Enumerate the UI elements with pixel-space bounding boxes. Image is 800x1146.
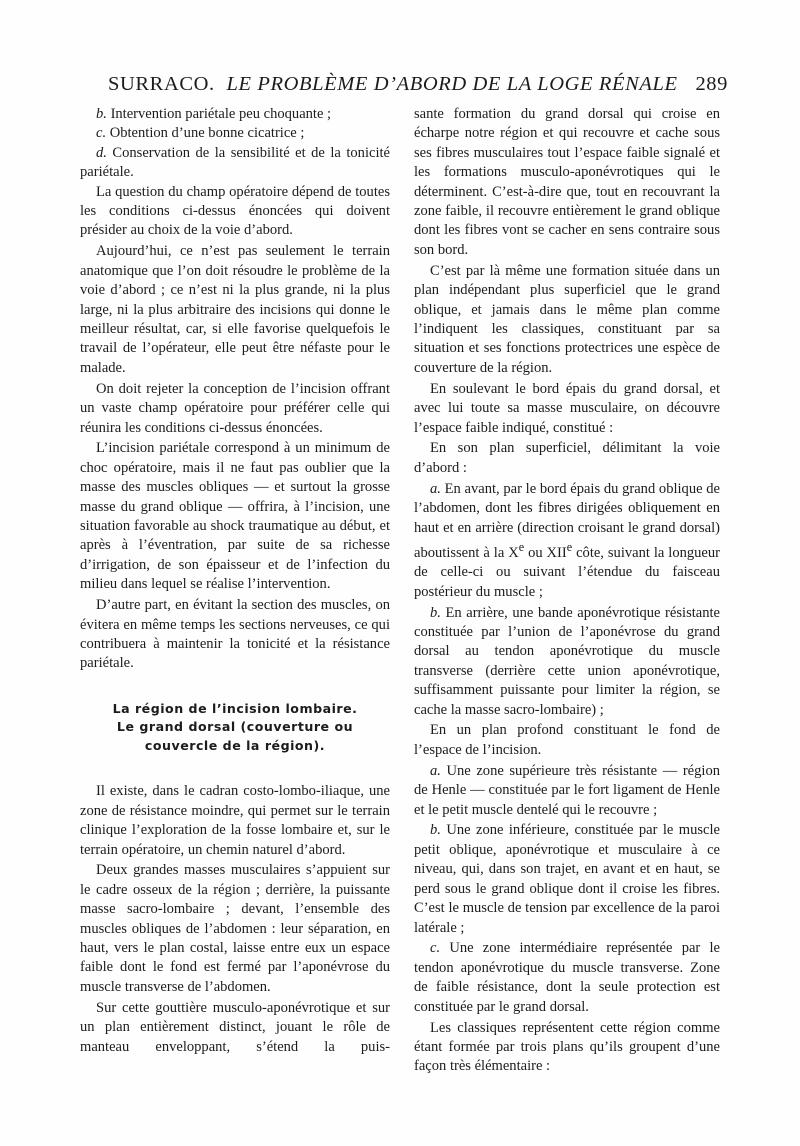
section-heading-line: Le grand dorsal (couverture ou couvercle de la région).	[116, 719, 354, 753]
paragraph-text: ou XII	[524, 544, 567, 561]
section-heading	[80, 700, 390, 756]
item-letter: b.	[430, 604, 441, 621]
paragraph: L’incision pariétale correspond à un minimum de choc opératoire, mais il ne faut pas oublier que la masse des muscles obliques — et surtout la grosse masse du grand oblique — offrira, à l’incision, une situation favorable au shock traumatique au début, et après à l’éventration, par suite de sa richesse d’irrigation, de son épaisseur et de l’infection du milieu dans lequel se réalise l’intervention.	[80, 440, 390, 593]
item-letter: a.	[430, 480, 441, 497]
paragraph: Les classiques représentent cette région comme étant formée par trois plans qu’ils groupent d’une façon très élémentaire :	[414, 1019, 720, 1075]
paragraph	[414, 762, 720, 820]
running-header	[108, 73, 728, 103]
paragraph	[80, 144, 390, 183]
paragraph: C’est par là même une formation située dans un plan indépendant plus superficiel que le grand oblique, et jamais dans le même plan comme l’indiquent les classiques, constituant par sa situation et ses fonctions protectrices une espèce de couverture de la région.	[414, 262, 720, 376]
header-author: SURRACO.	[108, 73, 215, 95]
paragraph: Il existe, dans le cadran costo-lombo-iliaque, une zone de résistance moindre, qui permet sur le terrain clinique l’exploration de la fosse lombaire et, sur le terrain opératoire, un chemin naturel d’abord.	[80, 783, 390, 858]
paragraph: En un plan profond constituant le fond de l’espace de l’incision.	[414, 722, 720, 758]
paragraph	[80, 124, 390, 143]
paragraph	[414, 604, 720, 720]
paragraph: La question du champ opératoire dépend de toutes les conditions ci-dessus énoncées qui doivent présider au choix de la voie d’abord.	[80, 183, 390, 239]
paragraph: On doit rejeter la conception de l’incision offrant un vaste champ opératoire pour préférer celle qui réunira les conditions ci-dessus énoncées.	[80, 380, 390, 436]
paragraph-text: Une zone intermédiaire représentée par le tendon aponévrotique du muscle transverse. Zone de faible résistance, dont la seule protection est constituée par le grand dorsal.	[414, 940, 720, 1015]
item-letter: b.	[96, 106, 107, 122]
paragraph: sante formation du grand dorsal qui croise en écharpe notre région et qui recouvre et cache sous ses fibres musculaires tout l’espace faible signalé et les formations musculo-aponévrotiques qui le déterminent. C’est-à-dire que, tout en recouvrant la zone faible, il recouvre entièrement le grand oblique dont les fibres vont se cacher en sens contraire sous son bord.	[414, 106, 720, 258]
paragraph	[80, 105, 390, 124]
section-heading-line: La région de l’incision lombaire.	[112, 700, 358, 716]
superscript: e	[518, 539, 525, 554]
superscript: e	[566, 539, 573, 554]
paragraph-text: En avant, par le bord épais du grand oblique de l’abdomen, dont les fibres dirigées obliquement en haut et en arrière (direction croisant le grand dorsal) aboutissent à la X	[414, 480, 721, 561]
right-column	[414, 105, 720, 1078]
item-letter: c.	[430, 940, 441, 957]
paragraph: Sur cette gouttière musculo-aponévrotique et sur un plan entièrement distinct, jouant le rôle de manteau enveloppant, s’étend la puis-	[80, 999, 390, 1055]
paragraph-text: Une zone inférieure, constituée par le muscle petit oblique, aponévrotique et musculaire à ce niveau, qui, dans son trajet, en avant et en haut, se perd sous le grand oblique dont il croise les fibres. C’est le muscle de tension par excellence de la paroi latérale ;	[414, 822, 720, 936]
paragraph	[414, 821, 720, 937]
paragraph: Deux grandes masses musculaires s’appuient sur le cadre osseux de la région ; derrière, la puissante masse sacro-lombaire ; devant, l’ensemble des muscles obliques de l’abdomen : leur séparation, en haut, vers le plan costal, laisse entre eux un espace faible dont le fond est fermé par l’aponévrose du muscle transverse de l’abdomen.	[80, 862, 390, 995]
paragraph-text: Obtention d’une bonne cicatrice ;	[109, 125, 305, 142]
paragraph-text: Une zone supérieure très résistante — région de Henle — constituée par le fort ligament de Henle et le petit muscle dentelé qui le recouvre ;	[414, 762, 720, 818]
paragraph	[414, 480, 720, 602]
paragraph-text: côte, suivant la longueur de celle-ci ou suivant l’étendue du faisceau postérieur du muscle ;	[414, 544, 721, 600]
page-number: 289	[695, 73, 728, 95]
paragraph: En soulevant le bord épais du grand dorsal, et avec lui toute sa masse musculaire, on découvre l’espace faible indiqué, constitué :	[414, 380, 720, 436]
paragraph-text: En arrière, une bande aponévrotique résistante constituée par l’union de l’aponévrose du grand dorsal au tendon aponévrotique du muscle transverse (derrière cette union aponévrotique, suffisamment puissante pour limiter la région, se cache la masse sacro-lombaire) ;	[414, 604, 720, 718]
paragraph: En son plan superficiel, délimitant la voie d’abord :	[414, 440, 720, 476]
item-letter: a.	[430, 762, 441, 779]
paragraph-text: Conservation de la sensibilité et de la tonicité pariétale.	[80, 144, 390, 181]
header-title: LE PROBLÈME D’ABORD DE LA LOGE RÉNALE	[226, 73, 678, 95]
paragraph	[414, 939, 720, 1017]
paragraph-text: Intervention pariétale peu choquante ;	[110, 106, 332, 122]
paragraph: Aujourd’hui, ce n’est pas seulement le terrain anatomique que l’on doit résoudre le problème de la voie d’abord ; ce n’est ni la plus grande, ni la plus large, ni la plus arbitraire des incisions qui donne le meilleur résultat, car, si elle favorise quelquefois le travail de l’opérateur, elle peut être néfaste pour le malade.	[80, 243, 390, 376]
item-letter: b.	[430, 822, 441, 839]
paragraph: D’autre part, en évitant la section des muscles, on évitera en même temps les sections nerveuses, ce qui contribuera à maintenir la tonicité et la résistance pariétale.	[80, 597, 390, 672]
item-letter: d.	[96, 144, 107, 161]
left-column	[80, 105, 390, 1058]
item-letter: c.	[96, 125, 107, 142]
